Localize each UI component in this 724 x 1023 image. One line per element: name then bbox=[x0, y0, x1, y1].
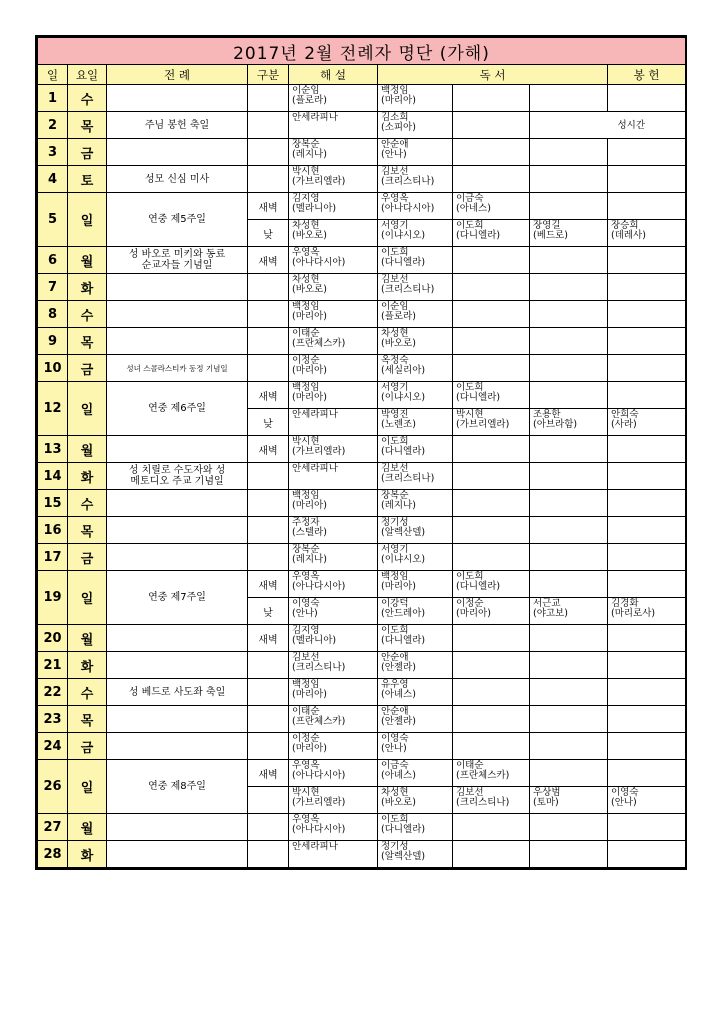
table-row bbox=[38, 517, 686, 544]
day-cell: 24 bbox=[38, 733, 68, 760]
table-row bbox=[38, 301, 686, 328]
service-cell bbox=[608, 463, 686, 490]
day-cell: 2 bbox=[38, 112, 68, 139]
table-row bbox=[38, 706, 686, 733]
liturgy-cell: 연중 제7주일 bbox=[107, 571, 248, 625]
division-cell bbox=[248, 733, 289, 760]
reading-cell bbox=[530, 652, 608, 679]
commentary-cell: 박시현 (가브리엘라) bbox=[289, 436, 378, 463]
reading-cell: 이도희 (다니엘라) bbox=[453, 382, 530, 409]
table-row bbox=[38, 382, 686, 409]
weekday-cell: 목 bbox=[68, 517, 107, 544]
service-cell bbox=[608, 355, 686, 382]
reading-cell bbox=[530, 706, 608, 733]
commentary-cell: 박시현 (가브리엘라) bbox=[289, 787, 378, 814]
header-reading: 독 서 bbox=[378, 65, 608, 85]
day-cell: 13 bbox=[38, 436, 68, 463]
reading-cell bbox=[530, 517, 608, 544]
service-cell bbox=[608, 706, 686, 733]
service-cell bbox=[608, 139, 686, 166]
liturgy-cell bbox=[107, 814, 248, 841]
reading-cell bbox=[453, 625, 530, 652]
table-row bbox=[38, 733, 686, 760]
table-row bbox=[38, 490, 686, 517]
commentary-cell: 우영옥 (아나다시아) bbox=[289, 814, 378, 841]
reading-cell bbox=[453, 328, 530, 355]
service-cell bbox=[530, 193, 608, 220]
commentary-cell: 박시현 (가브리엘라) bbox=[289, 166, 378, 193]
service-cell bbox=[608, 841, 686, 868]
division-cell bbox=[248, 517, 289, 544]
reading-cell: 이도희 (다니엘라) bbox=[378, 814, 453, 841]
weekday-cell: 일 bbox=[68, 760, 107, 814]
reading-cell: 이강덕 (안드레아) bbox=[378, 598, 453, 625]
reading-cell: 서영기 (이냐시오) bbox=[378, 382, 453, 409]
day-cell: 17 bbox=[38, 544, 68, 571]
weekday-cell: 금 bbox=[68, 139, 107, 166]
reading-cell bbox=[530, 544, 608, 571]
service-cell bbox=[608, 274, 686, 301]
weekday-cell: 금 bbox=[68, 544, 107, 571]
commentary-cell: 김보선 (크리스티나) bbox=[289, 652, 378, 679]
weekday-cell: 수 bbox=[68, 490, 107, 517]
reading-cell: 이영숙 (안나) bbox=[378, 733, 453, 760]
reading-cell: 이금숙 (아네스) bbox=[453, 193, 530, 220]
weekday-cell: 수 bbox=[68, 85, 107, 112]
reading-cell bbox=[530, 301, 608, 328]
day-cell: 16 bbox=[38, 517, 68, 544]
table-row bbox=[38, 355, 686, 382]
commentary-cell: 이태순 (프란체스카) bbox=[289, 328, 378, 355]
reading-cell: 백정임 (마리아) bbox=[378, 571, 453, 598]
service-cell bbox=[530, 760, 608, 787]
liturgy-cell bbox=[107, 625, 248, 652]
reading-cell bbox=[530, 625, 608, 652]
commentary-cell: 우영옥 (아나다시아) bbox=[289, 571, 378, 598]
roster-sheet bbox=[35, 35, 687, 870]
table-row bbox=[38, 139, 686, 166]
liturgy-cell: 연중 제8주일 bbox=[107, 760, 248, 814]
day-cell: 26 bbox=[38, 760, 68, 814]
liturgy-cell: 연중 제5주일 bbox=[107, 193, 248, 247]
reading-cell: 옥정숙 (세실리아) bbox=[378, 355, 453, 382]
reading-cell: 김소희 (소피아) bbox=[378, 112, 453, 139]
division-cell bbox=[248, 463, 289, 490]
service-cell: 우상범 (토마) bbox=[530, 787, 608, 814]
header-liturgy: 전 례 bbox=[107, 65, 248, 85]
reading-cell: 김보선 (크리스티나) bbox=[378, 463, 453, 490]
weekday-cell: 화 bbox=[68, 463, 107, 490]
service-cell: 장영길 (베드로) bbox=[530, 220, 608, 247]
division-cell: 새벽 bbox=[248, 625, 289, 652]
reading-cell: 이태순 (프란체스카) bbox=[453, 760, 530, 787]
service-cell bbox=[608, 733, 686, 760]
liturgy-cell bbox=[107, 301, 248, 328]
day-cell: 1 bbox=[38, 85, 68, 112]
liturgy-cell: 성 베드로 사도좌 축일 bbox=[107, 679, 248, 706]
liturgy-cell bbox=[107, 274, 248, 301]
division-cell bbox=[248, 355, 289, 382]
liturgy-cell bbox=[107, 139, 248, 166]
division-cell: 새벽 bbox=[248, 571, 289, 598]
service-cell bbox=[608, 571, 686, 598]
division-cell: 새벽 bbox=[248, 247, 289, 274]
service-cell bbox=[608, 301, 686, 328]
commentary-cell: 안세라피나 bbox=[289, 841, 378, 868]
liturgy-cell bbox=[107, 841, 248, 868]
commentary-cell: 백정임 (마리아) bbox=[289, 679, 378, 706]
commentary-cell: 차성현 (바오로) bbox=[289, 220, 378, 247]
service-cell bbox=[608, 679, 686, 706]
day-cell: 22 bbox=[38, 679, 68, 706]
liturgy-cell bbox=[107, 328, 248, 355]
table-row bbox=[38, 247, 686, 274]
service-cell bbox=[530, 571, 608, 598]
liturgy-cell: 성녀 스콜라스티카 동정 기념일 bbox=[107, 355, 248, 382]
day-cell: 15 bbox=[38, 490, 68, 517]
weekday-cell: 화 bbox=[68, 274, 107, 301]
commentary-cell: 주정자 (스텔라) bbox=[289, 517, 378, 544]
commentary-cell: 우영옥 (아나다시아) bbox=[289, 760, 378, 787]
service-cell: 조용한 (아브라함) bbox=[530, 409, 608, 436]
day-cell: 12 bbox=[38, 382, 68, 436]
page-title: 2017년 2월 전례자 명단 (가해) bbox=[38, 38, 686, 65]
division-cell: 낮 bbox=[248, 598, 289, 625]
weekday-cell: 목 bbox=[68, 328, 107, 355]
reading-cell: 정기성 (알렉산델) bbox=[378, 841, 453, 868]
header-day: 일 bbox=[38, 65, 68, 85]
weekday-cell: 일 bbox=[68, 382, 107, 436]
division-cell bbox=[248, 328, 289, 355]
weekday-cell: 목 bbox=[68, 706, 107, 733]
service-cell: 성시간 bbox=[530, 112, 686, 139]
reading-cell bbox=[453, 841, 530, 868]
reading-cell bbox=[453, 544, 530, 571]
service-cell bbox=[608, 193, 686, 220]
service-cell bbox=[608, 625, 686, 652]
division-cell bbox=[248, 787, 289, 814]
service-cell bbox=[608, 166, 686, 193]
liturgy-cell bbox=[107, 436, 248, 463]
reading-cell bbox=[453, 301, 530, 328]
division-cell: 낮 bbox=[248, 409, 289, 436]
reading-cell: 이도희 (다니엘라) bbox=[378, 436, 453, 463]
reading-cell bbox=[453, 436, 530, 463]
service-cell bbox=[608, 760, 686, 787]
commentary-cell: 안세라피나 bbox=[289, 112, 378, 139]
commentary-cell: 이정순 (마리아) bbox=[289, 355, 378, 382]
table-row bbox=[38, 193, 686, 220]
reading-cell: 안순애 (안나) bbox=[378, 139, 453, 166]
division-cell bbox=[248, 652, 289, 679]
day-cell: 28 bbox=[38, 841, 68, 868]
reading-cell bbox=[530, 733, 608, 760]
day-cell: 20 bbox=[38, 625, 68, 652]
table-row bbox=[38, 436, 686, 463]
liturgy-cell bbox=[107, 85, 248, 112]
weekday-cell: 화 bbox=[68, 652, 107, 679]
service-cell: 안희숙 (사라) bbox=[608, 409, 686, 436]
header-service: 봉 헌 bbox=[608, 65, 686, 85]
reading-cell bbox=[453, 85, 530, 112]
commentary-cell: 차성현 (바오로) bbox=[289, 274, 378, 301]
reading-cell bbox=[453, 733, 530, 760]
reading-cell: 박시현 (가브리엘라) bbox=[453, 409, 530, 436]
liturgy-cell bbox=[107, 706, 248, 733]
reading-cell: 안순애 (안젤라) bbox=[378, 706, 453, 733]
service-cell bbox=[608, 544, 686, 571]
roster-table bbox=[37, 37, 686, 868]
table-row bbox=[38, 571, 686, 598]
service-cell: 김경화 (마리로사) bbox=[608, 598, 686, 625]
reading-cell bbox=[530, 841, 608, 868]
weekday-cell: 토 bbox=[68, 166, 107, 193]
division-cell bbox=[248, 490, 289, 517]
reading-cell: 차성현 (바오로) bbox=[378, 328, 453, 355]
roster-body bbox=[38, 85, 686, 868]
table-row bbox=[38, 760, 686, 787]
division-cell bbox=[248, 301, 289, 328]
commentary-cell: 이정순 (마리아) bbox=[289, 733, 378, 760]
weekday-cell: 일 bbox=[68, 571, 107, 625]
table-row bbox=[38, 463, 686, 490]
reading-cell bbox=[453, 463, 530, 490]
division-cell bbox=[248, 814, 289, 841]
service-cell bbox=[608, 517, 686, 544]
day-cell: 5 bbox=[38, 193, 68, 247]
service-cell bbox=[530, 382, 608, 409]
service-cell bbox=[608, 85, 686, 112]
reading-cell bbox=[530, 139, 608, 166]
reading-cell bbox=[530, 247, 608, 274]
liturgy-cell: 주님 봉헌 축일 bbox=[107, 112, 248, 139]
table-row bbox=[38, 679, 686, 706]
reading-cell: 이순임 (플로라) bbox=[378, 301, 453, 328]
liturgy-cell: 성 바오로 미키와 동료 순교자들 기념일 bbox=[107, 247, 248, 274]
division-cell bbox=[248, 139, 289, 166]
day-cell: 21 bbox=[38, 652, 68, 679]
weekday-cell: 목 bbox=[68, 112, 107, 139]
weekday-cell: 월 bbox=[68, 436, 107, 463]
liturgy-cell bbox=[107, 490, 248, 517]
service-cell bbox=[608, 382, 686, 409]
reading-cell bbox=[530, 166, 608, 193]
reading-cell bbox=[530, 85, 608, 112]
reading-cell bbox=[453, 247, 530, 274]
commentary-cell: 장복순 (레지나) bbox=[289, 544, 378, 571]
division-cell: 새벽 bbox=[248, 436, 289, 463]
day-cell: 4 bbox=[38, 166, 68, 193]
table-row bbox=[38, 328, 686, 355]
service-cell bbox=[608, 436, 686, 463]
table-row bbox=[38, 166, 686, 193]
commentary-cell: 이태순 (프란체스카) bbox=[289, 706, 378, 733]
division-cell: 새벽 bbox=[248, 760, 289, 787]
reading-cell: 우영옥 (아나다시아) bbox=[378, 193, 453, 220]
weekday-cell: 수 bbox=[68, 301, 107, 328]
reading-cell bbox=[530, 463, 608, 490]
commentary-cell: 안세라피나 bbox=[289, 463, 378, 490]
reading-cell: 이금숙 (아녜스) bbox=[378, 760, 453, 787]
commentary-cell: 백정임 (마리아) bbox=[289, 382, 378, 409]
day-cell: 23 bbox=[38, 706, 68, 733]
liturgy-cell bbox=[107, 517, 248, 544]
table-row bbox=[38, 652, 686, 679]
reading-cell bbox=[530, 679, 608, 706]
division-cell: 새벽 bbox=[248, 382, 289, 409]
service-cell bbox=[608, 328, 686, 355]
division-cell bbox=[248, 112, 289, 139]
reading-cell: 이정순 (마리아) bbox=[453, 598, 530, 625]
weekday-cell: 월 bbox=[68, 247, 107, 274]
reading-cell bbox=[453, 814, 530, 841]
day-cell: 7 bbox=[38, 274, 68, 301]
reading-cell bbox=[453, 490, 530, 517]
day-cell: 6 bbox=[38, 247, 68, 274]
reading-cell bbox=[530, 490, 608, 517]
commentary-cell: 장복순 (레지나) bbox=[289, 139, 378, 166]
liturgy-cell: 성모 신심 미사 bbox=[107, 166, 248, 193]
division-cell: 새벽 bbox=[248, 193, 289, 220]
reading-cell: 이도희 (다니엘라) bbox=[378, 625, 453, 652]
reading-cell bbox=[530, 436, 608, 463]
reading-cell: 이도희 (다니엘라) bbox=[378, 247, 453, 274]
service-cell bbox=[608, 814, 686, 841]
reading-cell bbox=[453, 112, 530, 139]
reading-cell bbox=[453, 679, 530, 706]
division-cell bbox=[248, 85, 289, 112]
commentary-cell: 백정임 (마리아) bbox=[289, 490, 378, 517]
table-row bbox=[38, 814, 686, 841]
weekday-cell: 금 bbox=[68, 733, 107, 760]
day-cell: 10 bbox=[38, 355, 68, 382]
reading-cell bbox=[453, 706, 530, 733]
day-cell: 19 bbox=[38, 571, 68, 625]
reading-cell bbox=[453, 355, 530, 382]
reading-cell: 차성현 (바오로) bbox=[378, 787, 453, 814]
day-cell: 14 bbox=[38, 463, 68, 490]
liturgy-cell bbox=[107, 652, 248, 679]
reading-cell bbox=[530, 355, 608, 382]
reading-cell: 김보선 (크리스티나) bbox=[378, 274, 453, 301]
reading-cell bbox=[530, 274, 608, 301]
division-cell: 낮 bbox=[248, 220, 289, 247]
service-cell: 서근교 (야고보) bbox=[530, 598, 608, 625]
header-weekday: 요일 bbox=[68, 65, 107, 85]
liturgy-cell bbox=[107, 733, 248, 760]
reading-cell bbox=[453, 652, 530, 679]
day-cell: 27 bbox=[38, 814, 68, 841]
division-cell bbox=[248, 274, 289, 301]
day-cell: 8 bbox=[38, 301, 68, 328]
division-cell bbox=[248, 166, 289, 193]
table-row bbox=[38, 544, 686, 571]
commentary-cell: 김지영 (멜라니아) bbox=[289, 193, 378, 220]
commentary-cell: 우영옥 (아나다시아) bbox=[289, 247, 378, 274]
day-cell: 3 bbox=[38, 139, 68, 166]
liturgy-cell bbox=[107, 544, 248, 571]
reading-cell bbox=[453, 517, 530, 544]
weekday-cell: 수 bbox=[68, 679, 107, 706]
service-cell bbox=[608, 247, 686, 274]
table-row bbox=[38, 112, 686, 139]
reading-cell bbox=[453, 274, 530, 301]
reading-cell: 백정임 (마리아) bbox=[378, 85, 453, 112]
service-cell: 장승희 (데레사) bbox=[608, 220, 686, 247]
reading-cell bbox=[530, 814, 608, 841]
weekday-cell: 화 bbox=[68, 841, 107, 868]
reading-cell: 이도희 (다니엘라) bbox=[453, 571, 530, 598]
service-cell bbox=[608, 490, 686, 517]
division-cell bbox=[248, 841, 289, 868]
commentary-cell: 백정임 (마리아) bbox=[289, 301, 378, 328]
reading-cell: 정기성 (알렉산델) bbox=[378, 517, 453, 544]
table-row bbox=[38, 625, 686, 652]
weekday-cell: 월 bbox=[68, 814, 107, 841]
service-cell: 이영숙 (안나) bbox=[608, 787, 686, 814]
weekday-cell: 금 bbox=[68, 355, 107, 382]
reading-cell: 서영기 (이냐시오) bbox=[378, 544, 453, 571]
reading-cell: 김보선 (크리스티나) bbox=[453, 787, 530, 814]
table-row bbox=[38, 85, 686, 112]
commentary-cell: 이순임 (플로라) bbox=[289, 85, 378, 112]
reading-cell: 박영진 (노렌조) bbox=[378, 409, 453, 436]
weekday-cell: 일 bbox=[68, 193, 107, 247]
reading-cell: 장복순 (레지나) bbox=[378, 490, 453, 517]
reading-cell: 유우영 (아녜스) bbox=[378, 679, 453, 706]
table-row bbox=[38, 274, 686, 301]
liturgy-cell: 성 치릴로 수도자와 성 메토디오 주교 기념일 bbox=[107, 463, 248, 490]
commentary-cell: 이영숙 (안나) bbox=[289, 598, 378, 625]
reading-cell: 서영기 (이냐시오) bbox=[378, 220, 453, 247]
reading-cell: 안순애 (안젤라) bbox=[378, 652, 453, 679]
weekday-cell: 월 bbox=[68, 625, 107, 652]
reading-cell: 이도희 (다니엘라) bbox=[453, 220, 530, 247]
division-cell bbox=[248, 544, 289, 571]
reading-cell: 김보선 (크리스티나) bbox=[378, 166, 453, 193]
reading-cell bbox=[453, 166, 530, 193]
division-cell bbox=[248, 679, 289, 706]
table-row bbox=[38, 841, 686, 868]
liturgy-cell: 연중 제6주일 bbox=[107, 382, 248, 436]
reading-cell bbox=[453, 139, 530, 166]
commentary-cell: 안세라피나 bbox=[289, 409, 378, 436]
service-cell bbox=[608, 652, 686, 679]
header-division: 구분 bbox=[248, 65, 289, 85]
day-cell: 9 bbox=[38, 328, 68, 355]
commentary-cell: 김지영 (멜라니아) bbox=[289, 625, 378, 652]
reading-cell bbox=[530, 328, 608, 355]
division-cell bbox=[248, 706, 289, 733]
header-commentary: 해 설 bbox=[289, 65, 378, 85]
